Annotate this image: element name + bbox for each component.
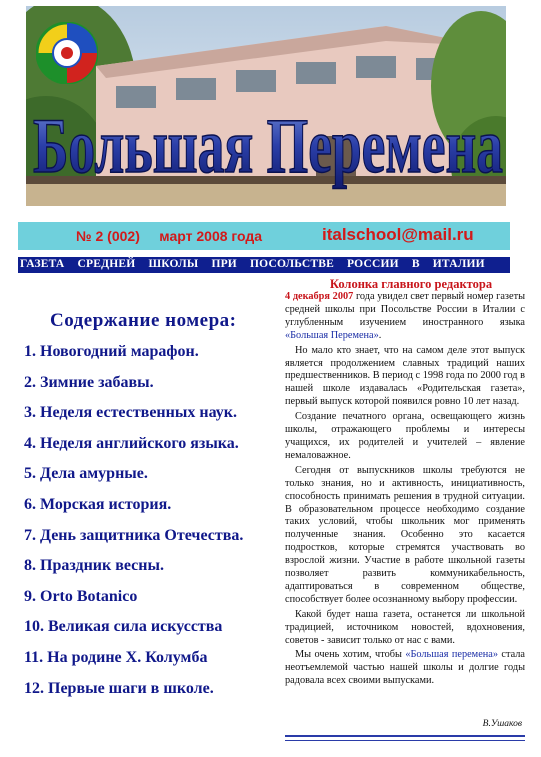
contents-item[interactable]: 9. Orto Botanico [24,587,138,605]
paragraph-text: года увидел свет первый номер газеты средней школы при Посольстве России в Италии с углубленным изучением иностранного языка [285,291,525,328]
issue-date: 4 декабря 2007 [285,291,354,302]
divider [285,735,525,737]
contents-item[interactable]: 11. На родине Х. Колумба [24,648,208,666]
contents-item[interactable]: 5. Дела амурные. [24,465,148,483]
paragraph [285,649,525,688]
paragraph-text: . [378,329,382,341]
contents-item[interactable]: 7. День защитника Отечества. [24,526,244,544]
paragraph: Создание печатного органа, освещающего жизнь школы, отражающего проблемы и интересы учащихся, их родителей и учителей – явление немаловажное. [285,411,525,461]
contact-email[interactable]: italschool@mail.ru [322,225,474,244]
subtitle-strip [18,257,510,273]
editor-signature: В.Ушаков [482,719,522,729]
paragraph: Сегодня от выпускников школы требуются не только знания, но и активность, инициативность, способность принимать решения в трудной ситуации. В образовательном процессе необходимо создание таких условий, чтобы школьник мог применять полученные знания. Особенно это касается подростков, которые стремятся участвовать во взрослой жизни. Участие в работе школьной газеты позволяет развить коммуникабельность, адаптироваться в современном обществе, способствует более осознанному выбору профессии. [285,464,525,605]
contents-item[interactable]: 6. Морская история. [24,495,172,513]
contents-item[interactable]: 1. Новогодний марафон. [24,343,199,360]
contents-item[interactable]: 12. Первые шаги в школе. [24,679,214,697]
contents-item[interactable]: 3. Неделя естественных наук. [24,404,237,422]
issue-info-bar [18,220,510,250]
paragraph-text: стала неотъемлемой частью нашей школы и долгие годы радовала всех своими выпусками. [285,649,525,687]
newspaper-title: Большая Перемена [33,102,503,189]
contents-item[interactable]: 2. Зимние забавы. [24,373,154,391]
contents-item[interactable]: 10. Великая сила искусства [24,618,223,636]
paragraph: Какой будет наша газета, останется ли школьной традицией, источником новостей, вдохновения, советов - зависит только от нас с вами. [285,608,525,646]
newspaper-name-quote: «Большая перемена» [405,649,498,661]
contents-title: Содержание номера: [50,310,237,331]
newspaper-subtitle: ГАЗЕТА СРЕДНЕЙ ШКОЛЫ ПРИ ПОСОЛЬСТВЕ РОССИИ В ИТАЛИИ [20,258,485,270]
issue-number-date: № 2 (002) март 2008 года [76,228,263,244]
newspaper-name-quote: «Большая Перемена» [285,329,379,341]
divider [285,740,525,741]
editor-column-title: Колонка главного редактора [329,277,493,291]
contents-item[interactable]: 4. Неделя английского языка. [24,434,239,452]
contents-list [24,343,243,710]
paragraph [285,291,525,343]
school-emblem-logo [36,22,98,84]
editor-column-text [285,291,525,690]
newspaper-title-wordart [18,90,518,200]
contents-item[interactable]: 8. Праздник весны. [24,557,164,575]
paragraph-text: Мы очень хотим, чтобы [295,649,406,661]
paragraph: Но мало кто знает, что на самом деле этот выпуск является продолжением славных традиций наших предшественников. В период с 1998 года по 2000 год в нашей школе издавалась «Родительская газета», первый выпуск которой появился ровно 10 лет назад. [285,344,525,408]
